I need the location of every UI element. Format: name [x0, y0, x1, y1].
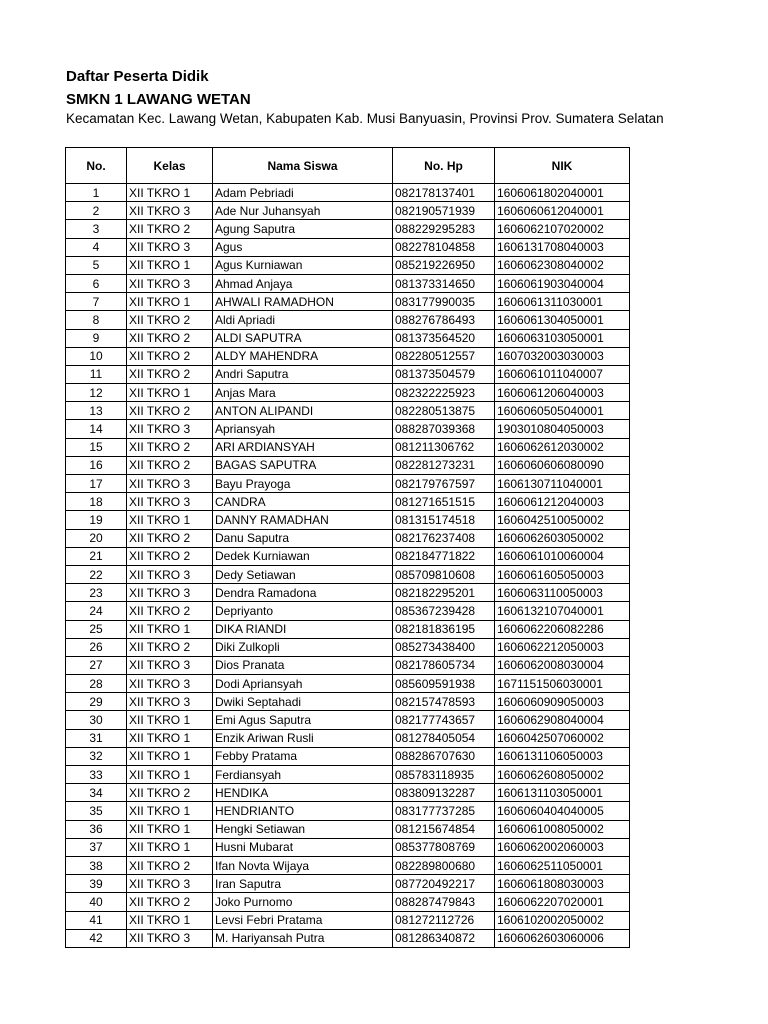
cell-no-hp: 082178605734 — [393, 656, 495, 674]
cell-no-hp: 082190571939 — [393, 202, 495, 220]
cell-nama-siswa: Agus — [213, 238, 393, 256]
cell-kelas: XII TKRO 2 — [127, 438, 213, 456]
cell-nik: 1606060909050003 — [495, 693, 630, 711]
cell-nama-siswa: Husni Mubarat — [213, 838, 393, 856]
cell-kelas: XII TKRO 1 — [127, 293, 213, 311]
cell-no: 1 — [66, 184, 127, 202]
cell-nik: 1606061802040001 — [495, 184, 630, 202]
cell-no: 38 — [66, 856, 127, 874]
cell-nama-siswa: Dwiki Septahadi — [213, 693, 393, 711]
cell-no-hp: 085367239428 — [393, 602, 495, 620]
cell-kelas: XII TKRO 2 — [127, 456, 213, 474]
cell-no-hp: 082178137401 — [393, 184, 495, 202]
table-header-row — [66, 148, 630, 184]
cell-nama-siswa: Dedek Kurniawan — [213, 547, 393, 565]
cell-kelas: XII TKRO 3 — [127, 493, 213, 511]
table-row — [66, 493, 630, 511]
student-table — [65, 147, 630, 948]
cell-nama-siswa: Ade Nur Juhansyah — [213, 202, 393, 220]
cell-nama-siswa: ALDY MAHENDRA — [213, 347, 393, 365]
cell-no-hp: 087720492217 — [393, 875, 495, 893]
table-row — [66, 384, 630, 402]
cell-no-hp: 082177743657 — [393, 711, 495, 729]
cell-kelas: XII TKRO 3 — [127, 656, 213, 674]
cell-no: 34 — [66, 784, 127, 802]
cell-no: 2 — [66, 202, 127, 220]
table-row — [66, 784, 630, 802]
table-row — [66, 565, 630, 583]
cell-kelas: XII TKRO 1 — [127, 747, 213, 765]
table-row — [66, 856, 630, 874]
cell-no: 40 — [66, 893, 127, 911]
cell-no-hp: 081211306762 — [393, 438, 495, 456]
cell-kelas: XII TKRO 2 — [127, 402, 213, 420]
table-row — [66, 202, 630, 220]
cell-no-hp: 082176237408 — [393, 529, 495, 547]
table-row — [66, 802, 630, 820]
cell-nik: 1606102002050002 — [495, 911, 630, 929]
cell-no-hp: 082184771822 — [393, 547, 495, 565]
cell-nama-siswa: Dodi Apriansyah — [213, 675, 393, 693]
column-header-nik: NIK — [495, 148, 630, 184]
cell-nik: 1606061304050001 — [495, 311, 630, 329]
table-row — [66, 875, 630, 893]
table-row — [66, 893, 630, 911]
cell-no: 7 — [66, 293, 127, 311]
table-row — [66, 911, 630, 929]
cell-kelas: XII TKRO 2 — [127, 602, 213, 620]
table-body — [66, 184, 630, 948]
cell-no-hp: 083809132287 — [393, 784, 495, 802]
cell-nama-siswa: Enzik Ariwan Rusli — [213, 729, 393, 747]
cell-no-hp: 081315174518 — [393, 511, 495, 529]
cell-no-hp: 088276786493 — [393, 311, 495, 329]
cell-no: 35 — [66, 802, 127, 820]
cell-no: 33 — [66, 766, 127, 784]
cell-no: 41 — [66, 911, 127, 929]
cell-no: 23 — [66, 584, 127, 602]
cell-nama-siswa: Dedy Setiawan — [213, 565, 393, 583]
cell-no-hp: 085219226950 — [393, 256, 495, 274]
table-row — [66, 511, 630, 529]
cell-kelas: XII TKRO 2 — [127, 856, 213, 874]
cell-no-hp: 082278104858 — [393, 238, 495, 256]
cell-kelas: XII TKRO 2 — [127, 638, 213, 656]
cell-kelas: XII TKRO 1 — [127, 511, 213, 529]
cell-no: 30 — [66, 711, 127, 729]
table-row — [66, 929, 630, 947]
cell-kelas: XII TKRO 1 — [127, 802, 213, 820]
cell-nama-siswa: Apriansyah — [213, 420, 393, 438]
cell-nama-siswa: Danu Saputra — [213, 529, 393, 547]
cell-kelas: XII TKRO 2 — [127, 547, 213, 565]
cell-no-hp: 081373314650 — [393, 274, 495, 292]
cell-no-hp: 082322225923 — [393, 384, 495, 402]
cell-kelas: XII TKRO 1 — [127, 766, 213, 784]
cell-no-hp: 081373504579 — [393, 365, 495, 383]
cell-no: 9 — [66, 329, 127, 347]
cell-no-hp: 082181836195 — [393, 620, 495, 638]
cell-no-hp: 085609591938 — [393, 675, 495, 693]
table-row — [66, 638, 630, 656]
cell-kelas: XII TKRO 1 — [127, 911, 213, 929]
table-row — [66, 311, 630, 329]
cell-no: 36 — [66, 820, 127, 838]
column-header-nama-siswa: Nama Siswa — [213, 148, 393, 184]
cell-nik: 1606131106050003 — [495, 747, 630, 765]
cell-no: 13 — [66, 402, 127, 420]
cell-no-hp: 081373564520 — [393, 329, 495, 347]
cell-nik: 1606062612030002 — [495, 438, 630, 456]
cell-kelas: XII TKRO 3 — [127, 584, 213, 602]
cell-kelas: XII TKRO 1 — [127, 184, 213, 202]
cell-nik: 1606131708040003 — [495, 238, 630, 256]
cell-nik: 1606062002060003 — [495, 838, 630, 856]
table-row — [66, 729, 630, 747]
table-row — [66, 620, 630, 638]
cell-nik: 1606063103050001 — [495, 329, 630, 347]
cell-no-hp: 082280513875 — [393, 402, 495, 420]
cell-kelas: XII TKRO 1 — [127, 711, 213, 729]
cell-kelas: XII TKRO 3 — [127, 202, 213, 220]
cell-no: 5 — [66, 256, 127, 274]
table-row — [66, 347, 630, 365]
table-row — [66, 274, 630, 292]
cell-nama-siswa: Hengki Setiawan — [213, 820, 393, 838]
cell-nama-siswa: Anjas Mara — [213, 384, 393, 402]
cell-no: 39 — [66, 875, 127, 893]
cell-no-hp: 081278405054 — [393, 729, 495, 747]
table-row — [66, 402, 630, 420]
cell-nik: 1606042507060002 — [495, 729, 630, 747]
cell-nik: 1607032003030003 — [495, 347, 630, 365]
school-location: Kecamatan Kec. Lawang Wetan, Kabupaten Kab. Musi Banyuasin, Provinsi Prov. Sumatera Selatan — [66, 111, 664, 126]
cell-no-hp: 088229295283 — [393, 220, 495, 238]
cell-no: 24 — [66, 602, 127, 620]
cell-kelas: XII TKRO 2 — [127, 784, 213, 802]
cell-no-hp: 082182295201 — [393, 584, 495, 602]
cell-nama-siswa: Agus Kurniawan — [213, 256, 393, 274]
cell-no-hp: 083177737285 — [393, 802, 495, 820]
cell-nik: 1606060606080090 — [495, 456, 630, 474]
cell-nama-siswa: HENDIKA — [213, 784, 393, 802]
cell-no: 19 — [66, 511, 127, 529]
cell-kelas: XII TKRO 2 — [127, 311, 213, 329]
cell-kelas: XII TKRO 3 — [127, 238, 213, 256]
table-row — [66, 693, 630, 711]
cell-no: 25 — [66, 620, 127, 638]
cell-kelas: XII TKRO 2 — [127, 329, 213, 347]
cell-nama-siswa: Joko Purnomo — [213, 893, 393, 911]
cell-kelas: XII TKRO 3 — [127, 274, 213, 292]
cell-no-hp: 088287479843 — [393, 893, 495, 911]
cell-nik: 1606060505040001 — [495, 402, 630, 420]
cell-no: 29 — [66, 693, 127, 711]
cell-nama-siswa: Andri Saputra — [213, 365, 393, 383]
cell-nama-siswa: Emi Agus Saputra — [213, 711, 393, 729]
cell-no-hp: 088287039368 — [393, 420, 495, 438]
school-name: SMKN 1 LAWANG WETAN — [66, 91, 251, 108]
cell-nama-siswa: Febby Pratama — [213, 747, 393, 765]
cell-nik: 1606060404040005 — [495, 802, 630, 820]
cell-nik: 1606062207020001 — [495, 893, 630, 911]
cell-nik: 1606062511050001 — [495, 856, 630, 874]
cell-nama-siswa: CANDRA — [213, 493, 393, 511]
cell-nik: 1606061311030001 — [495, 293, 630, 311]
cell-kelas: XII TKRO 1 — [127, 620, 213, 638]
table-row — [66, 438, 630, 456]
cell-no: 42 — [66, 929, 127, 947]
cell-nik: 1606062107020002 — [495, 220, 630, 238]
cell-no: 11 — [66, 365, 127, 383]
cell-nama-siswa: DANNY RAMADHAN — [213, 511, 393, 529]
table-row — [66, 747, 630, 765]
cell-nama-siswa: Iran Saputra — [213, 875, 393, 893]
cell-kelas: XII TKRO 2 — [127, 220, 213, 238]
cell-nama-siswa: BAGAS SAPUTRA — [213, 456, 393, 474]
cell-no: 32 — [66, 747, 127, 765]
cell-no: 18 — [66, 493, 127, 511]
cell-no-hp: 085709810608 — [393, 565, 495, 583]
cell-kelas: XII TKRO 3 — [127, 475, 213, 493]
cell-no-hp: 082157478593 — [393, 693, 495, 711]
cell-nik: 1606062908040004 — [495, 711, 630, 729]
cell-nama-siswa: DIKA RIANDI — [213, 620, 393, 638]
cell-nama-siswa: ANTON ALIPANDI — [213, 402, 393, 420]
table-row — [66, 420, 630, 438]
cell-kelas: XII TKRO 2 — [127, 347, 213, 365]
cell-no-hp: 081272112726 — [393, 911, 495, 929]
cell-kelas: XII TKRO 2 — [127, 893, 213, 911]
cell-nama-siswa: Levsi Febri Pratama — [213, 911, 393, 929]
cell-no: 31 — [66, 729, 127, 747]
cell-nik: 1606131103050001 — [495, 784, 630, 802]
cell-no-hp: 082280512557 — [393, 347, 495, 365]
cell-nik: 1606061011040007 — [495, 365, 630, 383]
table-row — [66, 220, 630, 238]
cell-nik: 1606061206040003 — [495, 384, 630, 402]
table-row — [66, 529, 630, 547]
cell-no-hp: 082289800680 — [393, 856, 495, 874]
cell-no: 10 — [66, 347, 127, 365]
cell-nama-siswa: Agung Saputra — [213, 220, 393, 238]
cell-no: 12 — [66, 384, 127, 402]
cell-no-hp: 082281273231 — [393, 456, 495, 474]
cell-no-hp: 085273438400 — [393, 638, 495, 656]
cell-kelas: XII TKRO 3 — [127, 875, 213, 893]
cell-nama-siswa: Diki Zulkopli — [213, 638, 393, 656]
cell-nama-siswa: ALDI SAPUTRA — [213, 329, 393, 347]
cell-no-hp: 081286340872 — [393, 929, 495, 947]
cell-nik: 1606042510050002 — [495, 511, 630, 529]
cell-nik: 1606132107040001 — [495, 602, 630, 620]
cell-kelas: XII TKRO 2 — [127, 365, 213, 383]
cell-kelas: XII TKRO 1 — [127, 820, 213, 838]
table-row — [66, 256, 630, 274]
table-row — [66, 293, 630, 311]
column-header-no-hp: No. Hp — [393, 148, 495, 184]
table-row — [66, 656, 630, 674]
cell-nik: 1606062212050003 — [495, 638, 630, 656]
cell-nama-siswa: Dendra Ramadona — [213, 584, 393, 602]
cell-nama-siswa: HENDRIANTO — [213, 802, 393, 820]
cell-nama-siswa: AHWALI RAMADHON — [213, 293, 393, 311]
table-row — [66, 766, 630, 784]
cell-no-hp: 082179767597 — [393, 475, 495, 493]
cell-nik: 1671151506030001 — [495, 675, 630, 693]
cell-nama-siswa: Bayu Prayoga — [213, 475, 393, 493]
cell-nama-siswa: Ahmad Anjaya — [213, 274, 393, 292]
cell-nik: 1903010804050003 — [495, 420, 630, 438]
table-row — [66, 365, 630, 383]
cell-no: 16 — [66, 456, 127, 474]
table-row — [66, 329, 630, 347]
cell-nama-siswa: Ferdiansyah — [213, 766, 393, 784]
cell-no: 20 — [66, 529, 127, 547]
cell-nik: 1606060612040001 — [495, 202, 630, 220]
cell-no-hp: 085377808769 — [393, 838, 495, 856]
cell-no: 4 — [66, 238, 127, 256]
column-header-kelas: Kelas — [127, 148, 213, 184]
cell-no-hp: 081271651515 — [393, 493, 495, 511]
cell-nik: 1606062603050002 — [495, 529, 630, 547]
cell-kelas: XII TKRO 2 — [127, 529, 213, 547]
table-row — [66, 238, 630, 256]
cell-no: 15 — [66, 438, 127, 456]
cell-nik: 1606062206082286 — [495, 620, 630, 638]
cell-nik: 1606061903040004 — [495, 274, 630, 292]
cell-no-hp: 081215674854 — [393, 820, 495, 838]
cell-kelas: XII TKRO 3 — [127, 929, 213, 947]
cell-nama-siswa: Ifan Novta Wijaya — [213, 856, 393, 874]
cell-nama-siswa: Aldi Apriadi — [213, 311, 393, 329]
cell-kelas: XII TKRO 1 — [127, 838, 213, 856]
cell-no: 17 — [66, 475, 127, 493]
cell-no: 6 — [66, 274, 127, 292]
table-row — [66, 584, 630, 602]
cell-no: 8 — [66, 311, 127, 329]
cell-kelas: XII TKRO 3 — [127, 565, 213, 583]
cell-kelas: XII TKRO 1 — [127, 256, 213, 274]
table-row — [66, 184, 630, 202]
cell-no: 3 — [66, 220, 127, 238]
cell-nik: 1606061008050002 — [495, 820, 630, 838]
cell-no: 27 — [66, 656, 127, 674]
cell-nama-siswa: Dios Pranata — [213, 656, 393, 674]
cell-kelas: XII TKRO 1 — [127, 384, 213, 402]
table-row — [66, 838, 630, 856]
cell-nama-siswa: M. Hariyansah Putra — [213, 929, 393, 947]
cell-no-hp: 088286707630 — [393, 747, 495, 765]
cell-kelas: XII TKRO 1 — [127, 729, 213, 747]
cell-nik: 1606130711040001 — [495, 475, 630, 493]
cell-nama-siswa: Adam Pebriadi — [213, 184, 393, 202]
table-row — [66, 475, 630, 493]
cell-nik: 1606062308040002 — [495, 256, 630, 274]
cell-no-hp: 085783118935 — [393, 766, 495, 784]
cell-nama-siswa: Depriyanto — [213, 602, 393, 620]
cell-no: 37 — [66, 838, 127, 856]
cell-nik: 1606061605050003 — [495, 565, 630, 583]
cell-nik: 1606063110050003 — [495, 584, 630, 602]
table-row — [66, 456, 630, 474]
cell-no-hp: 083177990035 — [393, 293, 495, 311]
cell-nik: 1606061808030003 — [495, 875, 630, 893]
cell-kelas: XII TKRO 3 — [127, 693, 213, 711]
cell-nik: 1606062603060006 — [495, 929, 630, 947]
cell-no: 26 — [66, 638, 127, 656]
cell-no: 28 — [66, 675, 127, 693]
cell-kelas: XII TKRO 3 — [127, 675, 213, 693]
document-title: Daftar Peserta Didik — [66, 68, 209, 85]
table-row — [66, 675, 630, 693]
cell-nik: 1606061010060004 — [495, 547, 630, 565]
table-row — [66, 602, 630, 620]
cell-no: 22 — [66, 565, 127, 583]
cell-nik: 1606061212040003 — [495, 493, 630, 511]
cell-no: 14 — [66, 420, 127, 438]
cell-kelas: XII TKRO 3 — [127, 420, 213, 438]
table-row — [66, 711, 630, 729]
table-row — [66, 820, 630, 838]
cell-nik: 1606062608050002 — [495, 766, 630, 784]
cell-nama-siswa: ARI ARDIANSYAH — [213, 438, 393, 456]
table-row — [66, 547, 630, 565]
cell-no: 21 — [66, 547, 127, 565]
column-header-no: No. — [66, 148, 127, 184]
cell-nik: 1606062008030004 — [495, 656, 630, 674]
